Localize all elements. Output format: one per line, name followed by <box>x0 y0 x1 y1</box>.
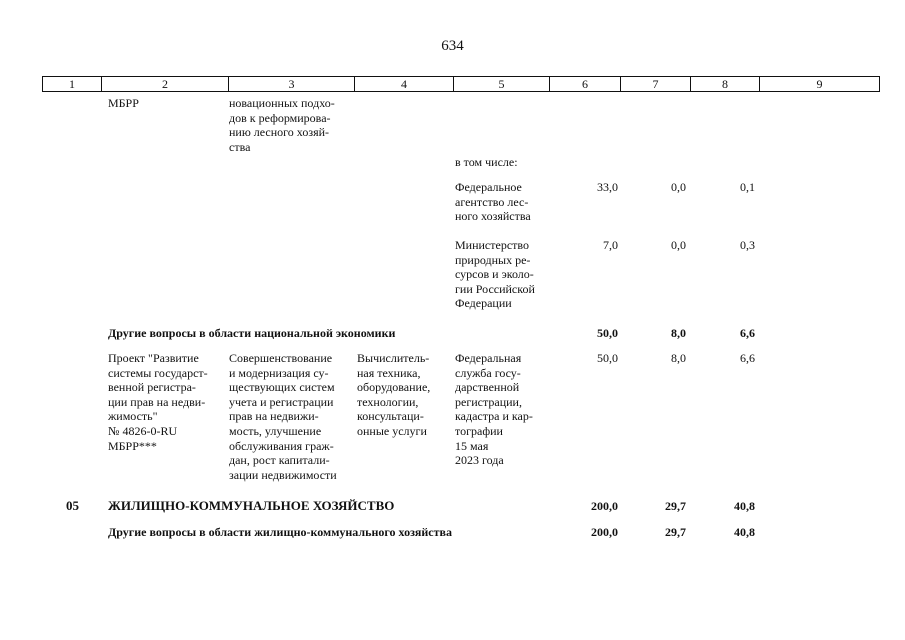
project-value-col6: 50,0 <box>597 351 618 365</box>
section-national-economy-col8: 6,6 <box>740 326 755 340</box>
section-05-title: ЖИЛИЩНО-КОММУНАЛЬНОЕ ХОЗЯЙСТВО <box>108 498 395 513</box>
header-col-6: 6 <box>549 76 620 92</box>
section-housing-other-col8: 40,8 <box>734 525 755 539</box>
section-05-col6: 200,0 <box>591 499 618 513</box>
project-value-col7: 8,0 <box>671 351 686 365</box>
section-housing-other-title: Другие вопросы в области жилищно-коммунального хозяйства <box>108 525 453 539</box>
section-housing-other-col6: 200,0 <box>591 525 618 539</box>
header-col-8: 8 <box>690 76 759 92</box>
ministry-name: Министерство природных ре- сурсов и эколо- гии Российской Федерации <box>455 238 535 311</box>
project-name: Проект "Развитие системы государст- венной регистра- ции прав на недви- жимость" № 4826-0-RU МБРР*** <box>108 351 208 453</box>
agency-value-col6: 33,0 <box>597 180 618 194</box>
section-05-col7: 29,7 <box>665 499 686 513</box>
header-col-5: 5 <box>453 76 549 92</box>
section-05-col8: 40,8 <box>734 499 755 513</box>
cont-project-purpose: новационных подхо- дов к реформирова- нию лесного хозяй- ства <box>229 96 335 154</box>
header-col-7: 7 <box>620 76 690 92</box>
section-national-economy-col6: 50,0 <box>597 326 618 340</box>
agency-value-col8: 0,1 <box>740 180 755 194</box>
section-housing-other-col7: 29,7 <box>665 525 686 539</box>
ministry-value-col6: 7,0 <box>603 238 618 252</box>
section-national-economy-col7: 8,0 <box>671 326 686 340</box>
page-number: 634 <box>441 38 464 54</box>
including-label: в том числе: <box>455 155 518 169</box>
agency-value-col7: 0,0 <box>671 180 686 194</box>
project-value-col8: 6,6 <box>740 351 755 365</box>
ministry-value-col8: 0,3 <box>740 238 755 252</box>
project-executor: Федеральная служба госу- дарственной регистрации, кадастра и кар- тографии 15 мая 2023 года <box>455 351 533 468</box>
cont-project-ref: МБРР <box>108 96 139 110</box>
project-procurement: Вычислитель- ная техника, оборудование, технологии, консультаци- онные услуги <box>357 351 431 438</box>
header-col-3: 3 <box>228 76 354 92</box>
header-col-2: 2 <box>101 76 228 92</box>
ministry-value-col7: 0,0 <box>671 238 686 252</box>
section-05-code: 05 <box>66 498 79 513</box>
header-col-9: 9 <box>759 76 880 92</box>
header-col-1: 1 <box>42 76 101 92</box>
header-col-4: 4 <box>354 76 453 92</box>
project-purpose: Совершенствование и модернизация су- ществующих систем учета и регистрации прав на недвижи- мость, улучшение обслуживания граж- дан, рост капитали- зации недвижимости <box>229 351 337 482</box>
agency-name: Федеральное агентство лес- ного хозяйства <box>455 180 531 224</box>
section-national-economy-title: Другие вопросы в области национальной экономики <box>108 326 396 340</box>
